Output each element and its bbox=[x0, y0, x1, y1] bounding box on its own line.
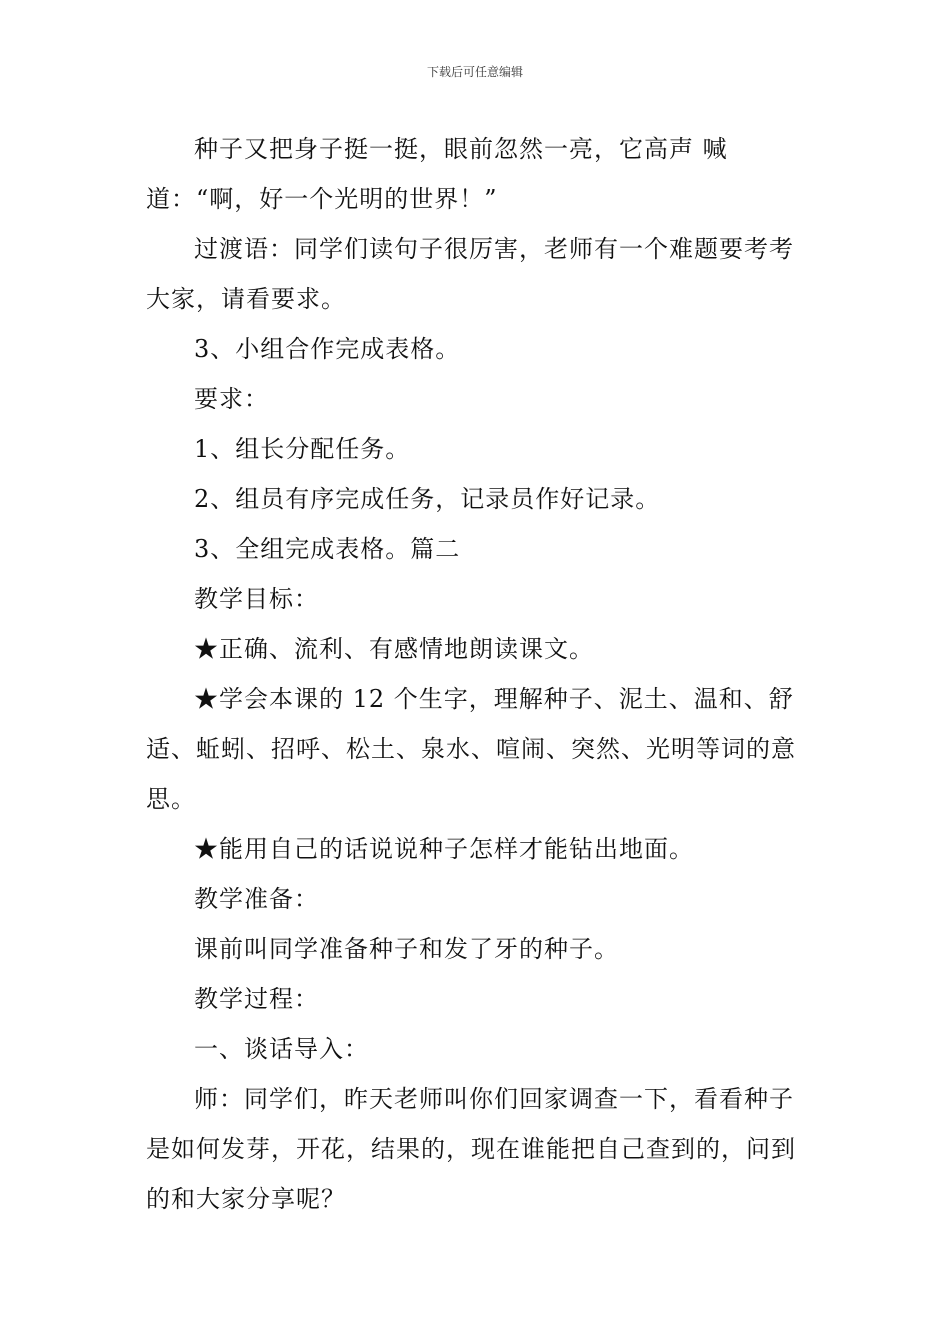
list-item: ★能用自己的话说说种子怎样才能钻出地面。 bbox=[194, 835, 694, 863]
document-body bbox=[146, 124, 806, 1224]
paragraph: 过渡语：同学们读句子很厉害，老师有一个难题要考考大家，请看要求。 bbox=[146, 235, 794, 313]
section-heading: 教学准备： bbox=[194, 885, 319, 913]
list-item: ★学会本课的 12 个生字，理解种子、泥土、温和、舒适、蚯蚓、招呼、松土、泉水、喧闹、突然、光明等词的意思。 bbox=[146, 685, 796, 813]
list-item: ★正确、流利、有感情地朗读课文。 bbox=[194, 635, 594, 663]
section-heading: 一、谈话导入： bbox=[194, 1035, 369, 1063]
paragraph: 2、组员有序完成任务，记录员作好记录。 bbox=[194, 485, 661, 513]
paragraph: 课前叫同学准备种子和发了牙的种子。 bbox=[194, 935, 619, 963]
section-heading: 教学过程： bbox=[194, 985, 319, 1013]
paragraph: 3、全组完成表格。篇二 bbox=[194, 535, 461, 563]
paragraph: 3、小组合作完成表格。 bbox=[194, 335, 461, 363]
section-heading: 教学目标： bbox=[194, 585, 319, 613]
paragraph: 师：同学们，昨天老师叫你们回家调查一下，看看种子是如何发芽，开花，结果的，现在谁能把自己查到的，问到的和大家分享呢？ bbox=[146, 1085, 796, 1213]
paragraph: 种子又把身子挺一挺，眼前忽然一亮，它高声 喊道：“啊，好一个光明的世界！” bbox=[146, 135, 728, 213]
page-header-watermark: 下载后可任意编辑 bbox=[426, 65, 523, 79]
paragraph: 1、组长分配任务。 bbox=[194, 435, 411, 463]
paragraph: 要求： bbox=[194, 385, 269, 413]
